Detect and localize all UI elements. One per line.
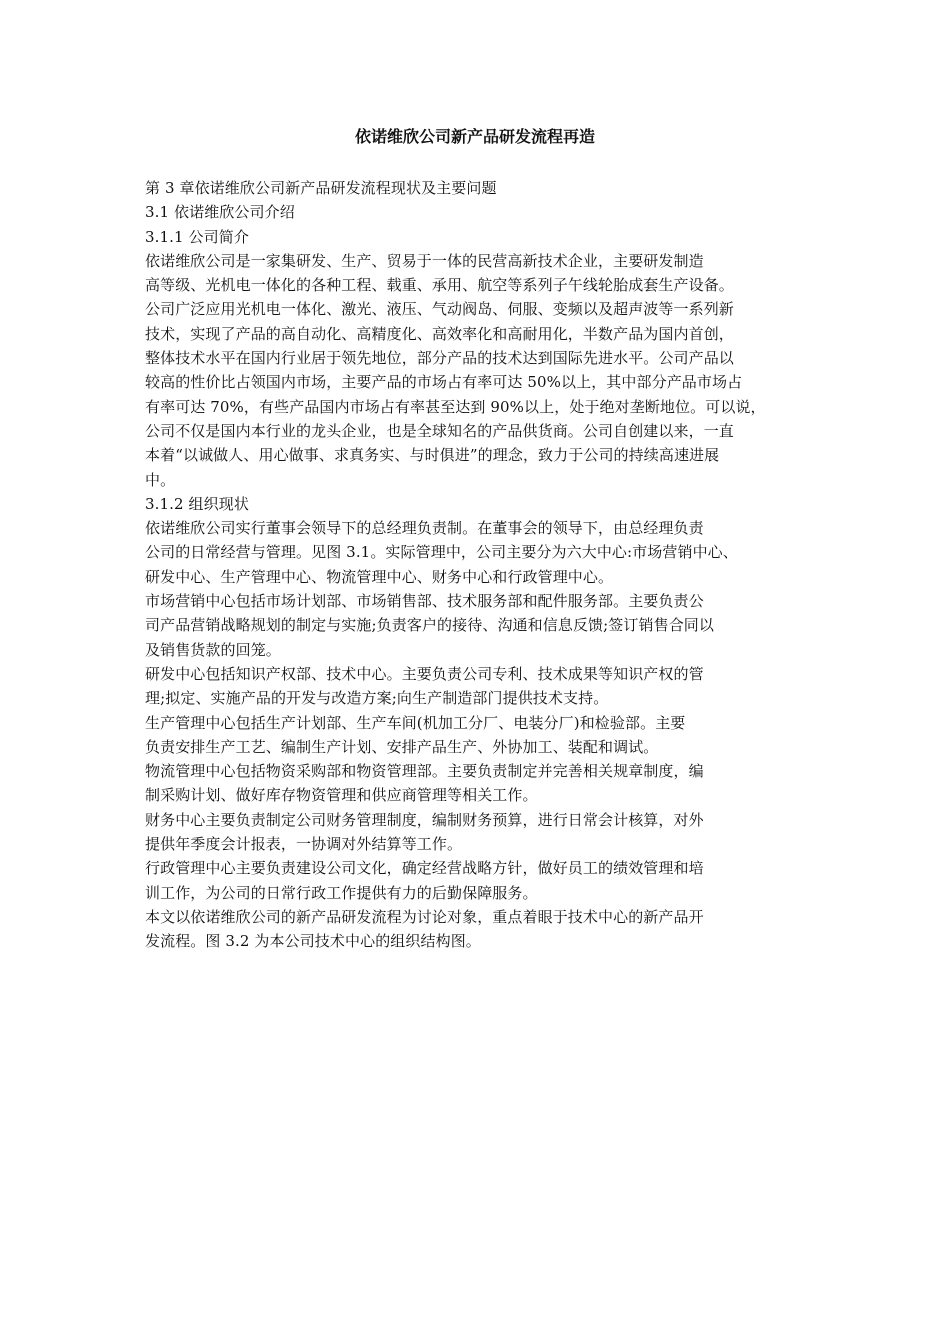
subsection-heading: 3.1.1 公司简介 bbox=[145, 227, 249, 246]
text-line: 本文以依诺维欣公司的新产品研发流程为讨论对象，重点着眼于技术中心的新产品开 bbox=[145, 907, 704, 926]
text-line: 市场营销中心包括市场计划部、市场销售部、技术服务部和配件服务部。主要负责公 bbox=[145, 592, 704, 611]
text-line: 公司广泛应用光机电一体化、激光、液压、气动阀岛、伺服、变频以及超声波等一系列新 bbox=[145, 300, 734, 319]
text-line: 及销售货款的回笼。 bbox=[145, 640, 281, 659]
text-line: 物流管理中心包括物资采购部和物资管理部。主要负责制定并完善相关规章制度，编 bbox=[145, 762, 704, 781]
text-line: 财务中心主要负责制定公司财务管理制度，编制财务预算，进行日常会计核算，对外 bbox=[145, 810, 704, 829]
subsection-heading: 3.1.2 组织现状 bbox=[145, 494, 249, 513]
text-line: 研发中心包括知识产权部、技术中心。主要负责公司专利、技术成果等知识产权的管 bbox=[145, 664, 704, 683]
text-line: 理;拟定、实施产品的开发与改造方案;向生产制造部门提供技术支持。 bbox=[145, 689, 609, 708]
text-line: 依诺维欣公司实行董事会领导下的总经理负责制。在董事会的领导下，由总经理负责 bbox=[145, 519, 704, 538]
document-title: 依诺维欣公司新产品研发流程再造 bbox=[354, 127, 595, 146]
document-body bbox=[145, 176, 815, 954]
text-line: 提供年季度会计报表，一协调对外结算等工作。 bbox=[145, 835, 463, 854]
text-line: 制采购计划、做好库存物资管理和供应商管理等相关工作。 bbox=[145, 786, 538, 805]
text-line: 发流程。图 3.2 为本公司技术中心的组织结构图。 bbox=[145, 932, 481, 951]
text-line: 行政管理中心主要负责建设公司文化，确定经营战略方针，做好员工的绩效管理和培 bbox=[145, 859, 704, 878]
text-line: 高等级、光机电一体化的各种工程、载重、承用、航空等系列子午线轮胎成套生产设备。 bbox=[145, 276, 734, 295]
chapter-heading: 第 3 章依诺维欣公司新产品研发流程现状及主要问题 bbox=[145, 179, 497, 197]
text-line: 研发中心、生产管理中心、物流管理中心、财务中心和行政管理中心。 bbox=[145, 567, 614, 586]
text-line: 中。 bbox=[145, 470, 176, 489]
text-line: 依诺维欣公司是一家集研发、生产、贸易于一体的民营高新技术企业，主要研发制造 bbox=[145, 251, 704, 270]
text-line: 司产品营销战略规划的制定与实施;负责客户的接待、沟通和信息反馈;签订销售合同以 bbox=[145, 616, 715, 635]
text-line: 有率可达 70%，有些产品国内市场占有率甚至达到 90%以上，处于绝对垄断地位。可以说， bbox=[145, 397, 766, 416]
text-line: 本着“以诚做人、用心做事、求真务实、与时俱进”的理念，致力于公司的持续高速进展 bbox=[145, 446, 720, 465]
text-line: 整体技术水平在国内行业居于领先地位，部分产品的技术达到国际先进水平。公司产品以 bbox=[145, 349, 734, 368]
text-line: 训工作，为公司的日常行政工作提供有力的后勤保障服务。 bbox=[145, 883, 538, 902]
text-line: 生产管理中心包括生产计划部、生产车间(机加工分厂、电装分厂)和检验部。主要 bbox=[145, 713, 686, 732]
section-heading: 3.1 依诺维欣公司介绍 bbox=[145, 203, 295, 222]
text-line: 技术，实现了产品的高自动化、高精度化、高效率化和高耐用化，半数产品为国内首创， bbox=[145, 324, 734, 343]
text-line: 较高的性价比占领国内市场，主要产品的市场占有率可达 50%以上，其中部分产品市场占 bbox=[145, 373, 743, 392]
text-line: 公司不仅是国内本行业的龙头企业，也是全球知名的产品供货商。公司自创建以来，一直 bbox=[145, 421, 734, 440]
text-line: 公司的日常经营与管理。见图 3.1。实际管理中，公司主要分为六大中心:市场营销中心、 bbox=[145, 543, 738, 562]
text-line: 负责安排生产工艺、编制生产计划、安排产品生产、外协加工、装配和调试。 bbox=[145, 737, 659, 756]
